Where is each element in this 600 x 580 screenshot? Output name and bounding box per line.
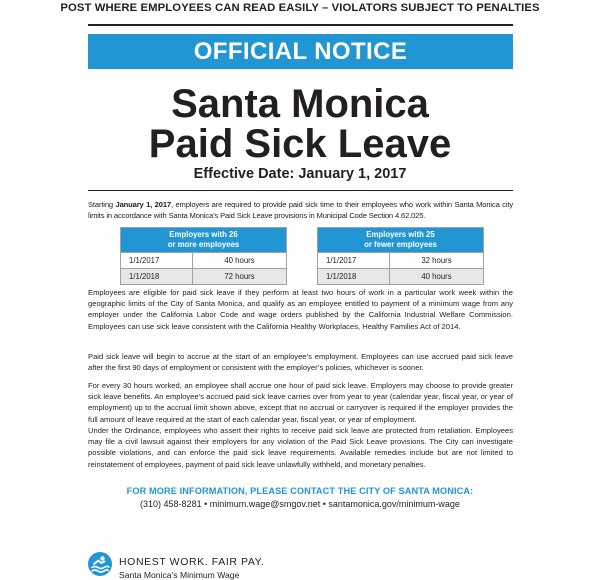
eligibility-paragraph: Employees are eligible for paid sick leave if they perform at least two hours of work in a particular work week within the geographic limits of the City of Santa Monica, and qualify as an employee entitled to payment of a minimum wage from any employer under the California Labor Code and wage orders published by the California Industrial Welfare Commission. Employees can use sick leave consistent with the California Healthy Workplaces, Healthy Families Act of 2014. <box>88 288 513 331</box>
accrual-table-small-employers <box>317 227 484 285</box>
top-divider <box>88 24 513 26</box>
posting-requirement-notice: POST WHERE EMPLOYEES CAN READ EASILY – VIOLATORS SUBJECT TO PENALTIES <box>60 2 540 14</box>
table-cell-date: 1/1/2018 <box>121 269 193 284</box>
official-notice-label: OFFICIAL NOTICE <box>193 37 408 65</box>
table-cell-hours: 72 hours <box>224 272 255 281</box>
table-header-line: or more employees <box>167 240 240 249</box>
intro-paragraph <box>88 199 513 221</box>
table-header <box>121 228 286 252</box>
table-cell-date: 1/1/2017 <box>121 253 193 268</box>
table-header-line: or fewer employees <box>364 240 437 249</box>
table-cell-hours: 32 hours <box>421 256 452 265</box>
official-notice-banner <box>88 34 513 69</box>
swimmer-wave-logo-icon <box>88 552 112 576</box>
retaliation-paragraph: Under the Ordinance, employees who assert their rights to receive paid sick leave are protected from retaliation. Employees may file a civil lawsuit against their employers for any violation of the Paid Sick Leave provisions. The City can investigate possible violations, and can enforce the paid sick leave requirements. Available remedies include but are not limited to reinstatement of employees, payment of paid sick leave unlawfully withheld, and monetary penalties. <box>88 426 513 469</box>
effective-date: Effective Date: January 1, 2017 <box>193 166 407 182</box>
table-row <box>318 268 483 284</box>
table-row <box>121 252 286 268</box>
table-header-line: Employers with 26 <box>169 230 238 239</box>
accrual-table-large-employers <box>120 227 287 285</box>
table-row <box>318 252 483 268</box>
table-row <box>121 268 286 284</box>
intro-start-date: January 1, 2017 <box>115 200 171 209</box>
accrual-rate-paragraph: For every 30 hours worked, an employee shall accrue one hour of paid sick leave. Employers may choose to provide greater sick leave benefits. An employee’s accrued paid sick leave carries over from year to year (calendar year, fiscal year, or year of employment) up to the accrual limit shown above, except that no accrual or carryover is required if the employer provides the full amount of leave required at the start of each calendar year, fiscal year, or year of employment. <box>88 381 513 424</box>
table-header <box>318 228 483 252</box>
title-divider <box>88 190 513 191</box>
title-line-2: Paid Sick Leave <box>148 122 452 166</box>
intro-prefix: Starting <box>88 200 116 209</box>
contact-heading: FOR MORE INFORMATION, PLEASE CONTACT THE CITY OF SANTA MONICA: <box>126 486 474 496</box>
brand-tagline: HONEST WORK. FAIR PAY. <box>119 556 265 568</box>
title-line-1: Santa Monica <box>171 82 429 126</box>
brand-subtitle: Santa Monica’s Minimum Wage <box>119 570 240 580</box>
table-cell-date: 1/1/2018 <box>318 269 390 284</box>
table-header-line: Employers with 25 <box>366 230 435 239</box>
intro-rest: , employers are required to provide paid sick time to their employees who work within Santa Monica city limits in accordance with Santa Monica’s Paid Sick Leave provisions in Municipal Code Section 4.62.025. <box>88 200 513 221</box>
table-cell-hours: 40 hours <box>224 256 255 265</box>
table-cell-hours: 40 hours <box>421 272 452 281</box>
accrual-start-paragraph: Paid sick leave will begin to accrue at the start of an employee’s employment. Employees can use accrued paid sick leave after the first 90 days of employment or consistent with the employer’s policies, whichever is sooner. <box>88 352 513 373</box>
contact-details: (310) 458-8281 • minimum.wage@smgov.net • santamonica.gov/minimum-wage <box>140 499 460 509</box>
table-cell-date: 1/1/2017 <box>318 253 390 268</box>
